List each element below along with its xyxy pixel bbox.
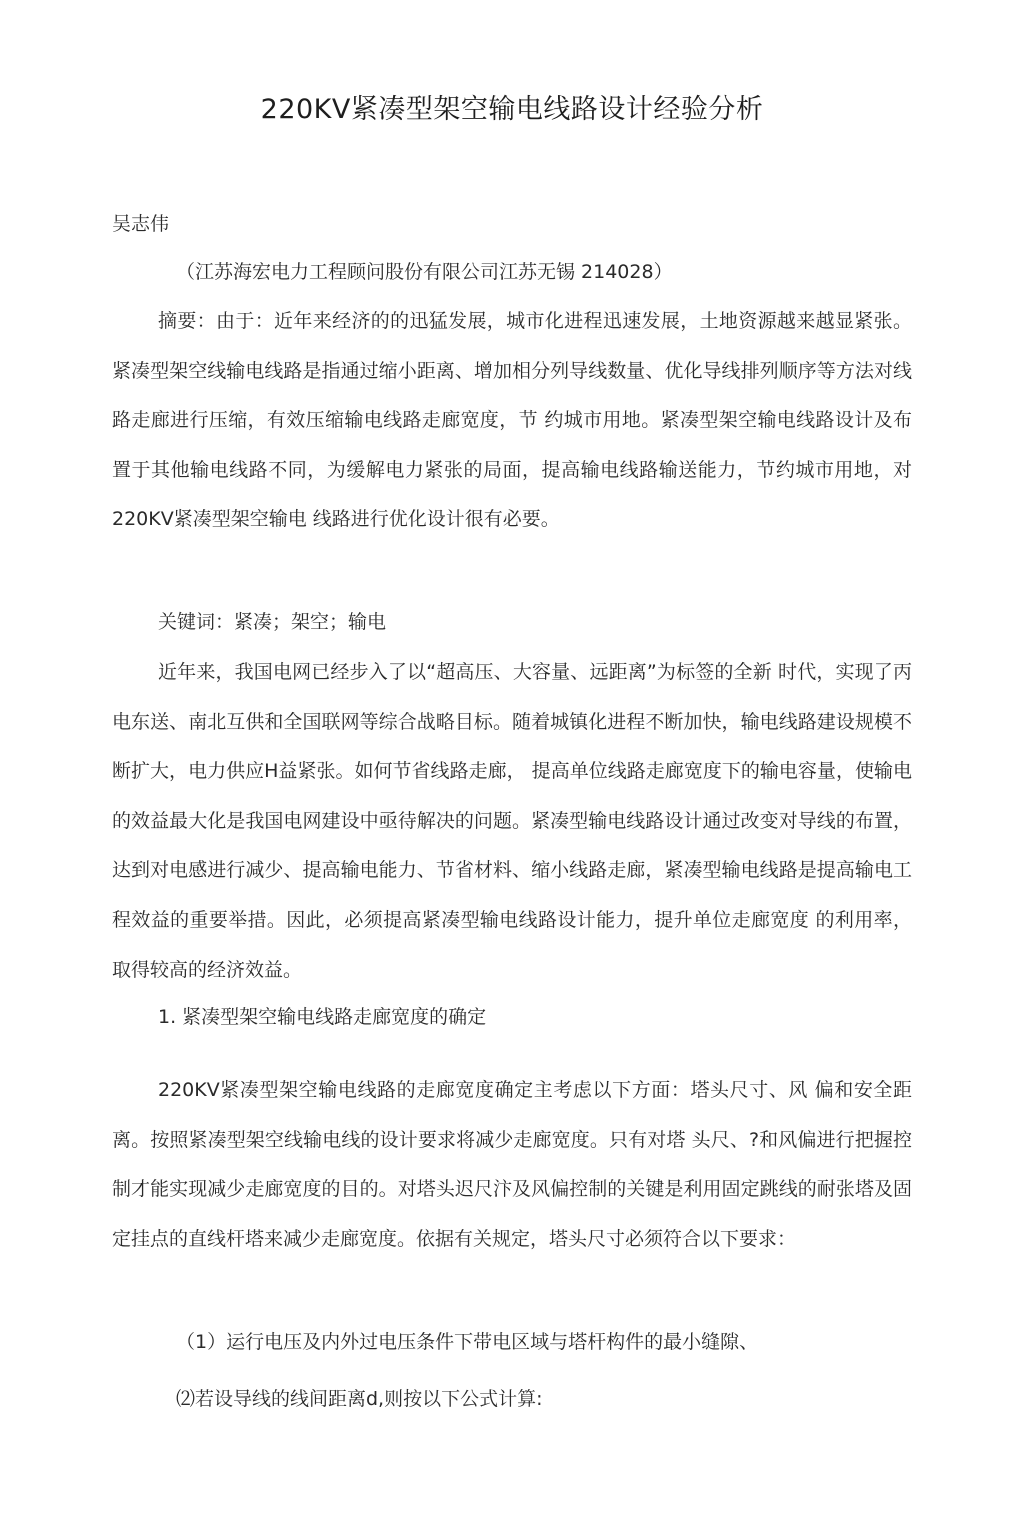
document-title: 220KV紧凑型架空输电线路设计经验分析 <box>260 94 764 125</box>
section-1-paragraph: 220KV紧凑型架空输电线路的走廊宽度确定主考虑以下方面：塔头尺寸、风 偏和安全距离。按照紧凑型架空线输电线的设计要求将减少走廊宽度。只有对塔 头尺、?和风偏进行把握控制才能实现减少走廊宽度的目的。对塔头迟尺汴及风偏控制的关键是利用固定跳线的耐张塔及固定挂点的直线杆塔来减少走廊宽度。依据有关规定，塔头尺寸必须符合以下要求： <box>112 1079 912 1250</box>
section-1-heading: 1. 紧凑型架空输电线路走廊宽度的确定 <box>158 1006 487 1028</box>
keywords-line: 关键词：紧凑；架空；输电 <box>158 611 387 633</box>
abstract-paragraph: 摘要：由于：近年来经济的的迅猛发展，城市化进程迅速发展，土地资源越来越显紧张。紧凑型架空线输电线路是指通过缩小距离、增加相分列导线数量、优化导线排列顺序等方法对线路走廊进行压缩，有效压缩输电线路走廊宽度，节 约城市用地。紧凑型架空输电线路设计及布置于其他输电线路不同，为缓解电力紧张的局面，提高输电线路输送能力，节约城市用地，对220KV紧凑型架空输电 线路进行优化设计很有必要。 <box>112 310 912 531</box>
author-affiliation: （江苏海宏电力工程顾问股份有限公司江苏无锡 214028） <box>176 261 673 283</box>
author-name: 吴志伟 <box>112 213 170 235</box>
requirement-item-2: ⑵若设导线的线间距离d,则按以下公式计算: <box>176 1388 543 1410</box>
intro-paragraph: 近年来，我国电网已经步入了以“超高压、大容量、远距离”为标签的全新 时代，实现了丙电东送、南北互供和全国联网等综合战略目标。随着城镇化进程不断加快，输电线路建设规模不断扩大，电力供应H益紧张。如何节省线路走廊， 提高单位线路走廊宽度下的输电容量，使输电的效益最大化是我国电网建设中亟待解决的问题。紧凑型输电线路设计通过改变对导线的布置，达到对电感进行减少、提高输电能力、节省材料、缩小线路走廊，紧凑型输电线路是提高输电工程效益的重要举措。因此，必须提高紧凑型输电线路设计能力，提升单位走廊宽度 的利用率，取得较高的经济效益。 <box>112 661 912 981</box>
requirement-item-1: （1）运行电压及内外过电压条件下带电区域与塔杆构件的最小缝隙、 <box>176 1331 759 1353</box>
